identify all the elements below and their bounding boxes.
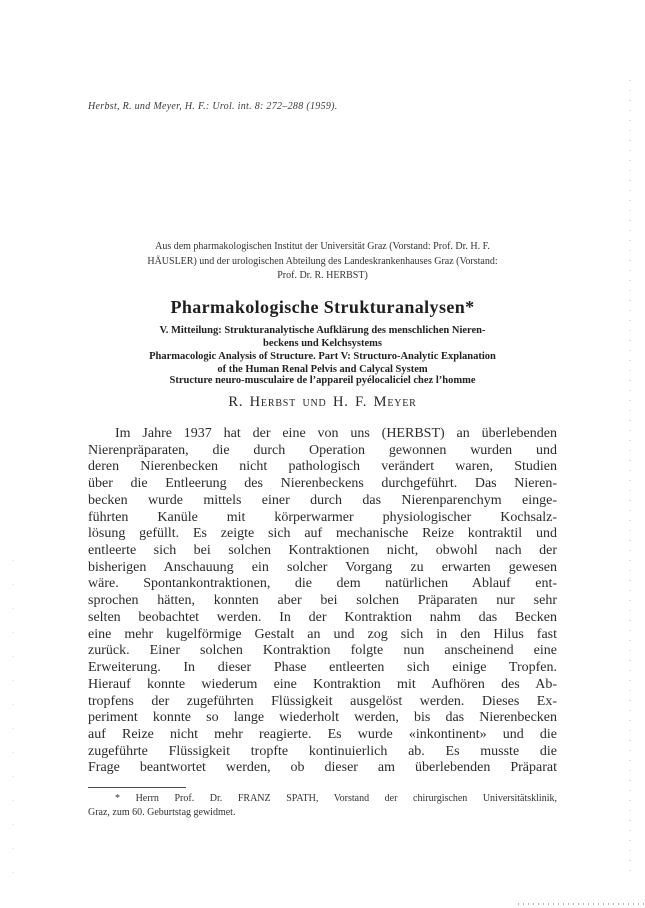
body-line: eine mehr kugelförmige Gestalt an und zog sich in den Hilus fast xyxy=(88,626,557,642)
affiliation-block xyxy=(88,240,557,284)
body-line: sprochen hätten, konnten aber bei solchen Präparaten nur sehr xyxy=(88,593,557,609)
scan-artifact-bottom-edge xyxy=(518,903,645,905)
subtitle-french: Structure neuro-musculaire de l’appareil pyélocaliciel chez l’homme xyxy=(169,375,476,386)
running-head-citation: Herbst, R. und Meyer, H. F.: Urol. int. 8: 272–288 (1959). xyxy=(88,101,338,112)
body-line: über die Entleerung des Nierenbeckens durchgeführt. Das Nieren- xyxy=(88,476,557,492)
body-line: führten Kanüle mit körperwarmer physiologischer Kochsalz- xyxy=(88,509,557,525)
scan-artifact-left-edge xyxy=(12,560,14,890)
body-line: deren Nierenbecken nicht pathologisch verändert waren, Studien xyxy=(88,459,557,475)
body-line: tropfens der zugeführten Flüssigkeit ausgelöst werden. Dieses Ex- xyxy=(88,693,557,709)
subtitle-english-line: Pharmacologic Analysis of Structure. Part V: Structuro-Analytic Explanation xyxy=(149,351,496,362)
body-line: lösung gefüllt. Es zeigte sich auf mechanische Reize kontraktil und xyxy=(88,526,557,542)
body-line: selten beobachtet werden. In der Kontraktion nahm das Becken xyxy=(88,609,557,625)
subtitle-german-line: beckens und Kelchsystems xyxy=(262,337,382,349)
body-line: wäre. Spontankontraktionen, die dem natürlichen Ablauf ent- xyxy=(88,576,557,592)
footnote-line: Graz, zum 60. Geburtstag gewidmet. xyxy=(88,806,236,818)
subtitle-english xyxy=(88,351,557,377)
body-line: periment konnte so lange wiederholt werden, bis das Nierenbecken xyxy=(88,710,557,726)
body-line: zurück. Einer solchen Kontraktion folgte nun anscheinend eine xyxy=(88,643,557,659)
affiliation-line: Prof. Dr. R. HERBST) xyxy=(277,270,368,281)
body-line: becken wurde mittels einer durch das Nierenparenchym einge- xyxy=(88,492,557,508)
subtitle-german xyxy=(88,325,557,351)
author-names: R. Herbst und H. F. Meyer xyxy=(228,394,417,410)
body-line: bisherigen Anschauung ein solcher Vorgang zu erwarten gewesen xyxy=(88,559,557,575)
body-line: zugeführte Flüssigkeit tropfte kontinuierlich ab. Es musste die xyxy=(88,743,557,759)
subtitle-english-line: of the Human Renal Pelvis and Calycal System xyxy=(217,363,428,375)
subtitle-german-line: V. Mitteilung: Strukturanalytische Aufklärung des menschlichen Nieren- xyxy=(159,325,486,336)
body-paragraph xyxy=(88,426,557,777)
body-line: Erweiterung. In dieser Phase entleerten sich einige Tropfen. xyxy=(88,660,557,676)
affiliation-line: HÄUSLER) und der urologischen Abteilung des Landeskrankenhauses Graz (Vorstand: xyxy=(147,255,498,267)
body-line: auf Reize nicht mehr reagierte. Es wurde «inkontinent» und die xyxy=(88,726,557,742)
body-line: Im Jahre 1937 hat der eine von uns (HERBST) an überlebenden xyxy=(115,426,557,441)
affiliation-line: Aus dem pharmakologischen Institut der Universität Graz (Vorstand: Prof. Dr. H. F. xyxy=(155,241,490,252)
body-line: Nierenpräparaten, die durch Operation gewonnen wurden und xyxy=(88,442,557,458)
body-line: Frage beantwortet werden, ob dieser am überlebenden Präparat xyxy=(88,760,557,776)
article-title: Pharmakologische Strukturanalysen* xyxy=(170,297,475,317)
body-line: Hierauf konnte wiederum eine Kontraktion mit Aufhören des Ab- xyxy=(88,676,557,692)
scan-artifact-right-edge xyxy=(629,80,631,880)
footnote xyxy=(88,792,557,819)
body-line: entleerte sich bei solchen Kontraktionen nicht, obwohl nach der xyxy=(88,543,557,559)
footnote-separator xyxy=(88,787,186,788)
footnote-line: * Herrn Prof. Dr. FRANZ SPATH, Vorstand der chirurgischen Universitätsklinik, xyxy=(115,793,557,804)
